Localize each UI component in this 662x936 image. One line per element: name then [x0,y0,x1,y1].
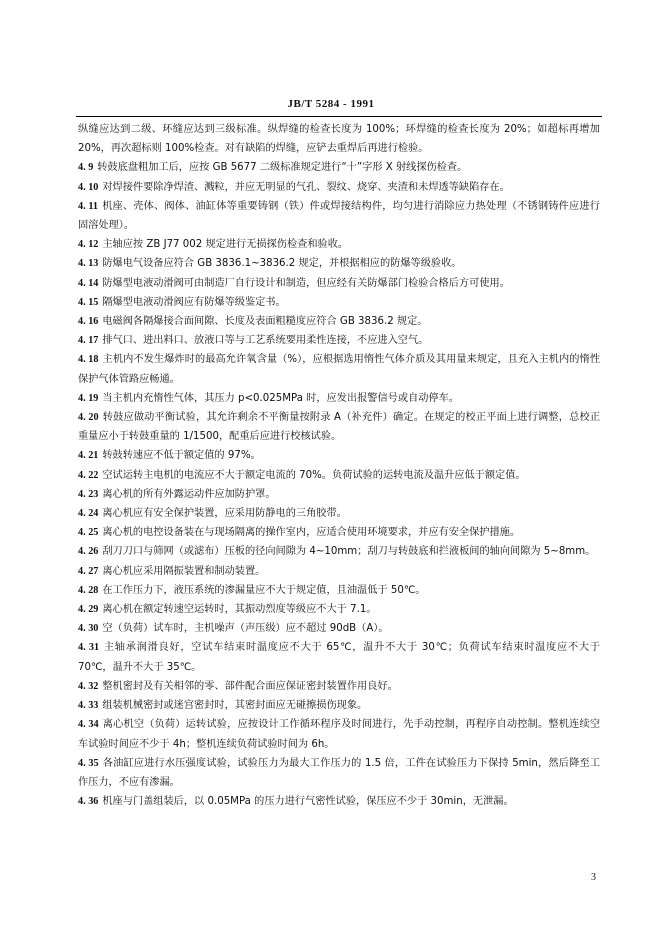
clause-number: 4. 23 [78,488,99,500]
paragraph-text: 机座、壳体、阀体、油缸体等重要铸钢（铁）件或焊接结构件，均匀进行消除应力热处理（不锈钢铸件应进行固溶处理）。 [78,200,600,232]
paragraph-text: 离心机的所有外露运动件应加防护罩。 [102,488,276,500]
paragraph [78,197,600,235]
paragraph [78,523,600,542]
paragraph-text: 电磁阀各隔爆接合面间隙、长度及表面粗糙度应符合 GB 3836.2 规定。 [102,316,428,328]
clause-number: 4. 9 [78,162,94,174]
paragraph-text: 防爆型电液动滑阀可由制造厂自行设计和制造，但应经有关防爆部门检验合格后方可使用。 [102,277,510,289]
paragraph-text: 各油缸应进行水压强度试验，试验压力为最大工作压力的 1.5 倍，工件在试验压力下保持 5min，然后降至工作压力，不应有渗漏。 [78,757,601,788]
paragraph [78,504,600,523]
clause-number: 4. 29 [78,604,99,616]
clause-number: 4. 20 [78,412,99,424]
paragraph [78,792,600,811]
paragraph-text: 防爆电气设备应符合 GB 3836.1~3836.2 规定，并根据相应的防爆等级验收。 [102,258,462,270]
clause-number: 4. 36 [78,796,99,808]
clause-number: 4. 21 [78,450,99,462]
paragraph-text: 在工作压力下，液压系统的渗漏量应不大于规定值，且油温低于 50℃。 [102,584,426,596]
clause-number: 4. 17 [78,335,99,347]
paragraph-text: 排气口、进出料口、放液口等与工艺系统要用柔性连接，不应进入空气。 [102,335,429,347]
clause-number: 4. 25 [78,527,99,539]
clause-number: 4. 28 [78,584,99,596]
paragraph-text: 离心机空（负荷）运转试验，应按设计工作循环程序及时间进行，先手动控制，再程序自动控制。整机连续空车试验时间应不少于 4h；整机连续负荷试验时间为 6h。 [78,719,601,750]
paragraph [78,581,600,600]
paragraph-text: 隔爆型电液动滑阀应有防爆等级鉴定书。 [102,296,286,308]
paragraph-text: 刮刀刀口与筛网（或滤布）压板的径向间隙为 4~10mm；刮刀与转鼓底和拦液板间的轴向间隙为 5~8mm。 [102,546,596,558]
paragraph [78,754,600,792]
paragraph [78,446,600,465]
paragraph [78,293,600,312]
paragraph-text: 离心机在额定转速空运转时，其振动烈度等级应不大于 7.1。 [102,604,377,616]
clause-number: 4. 15 [78,296,99,308]
paragraph [78,408,600,446]
clause-number: 4. 32 [78,680,99,692]
paragraph [78,696,600,715]
page-number: 3 [591,872,596,883]
clause-number: 4. 14 [78,277,99,289]
paragraph [78,638,600,676]
paragraph-text: 机座与门盖组装后，以 0.05MPa 的压力进行气密性试验，保压应不少于 30min，无泄漏。 [102,796,514,808]
clause-number: 4. 35 [78,757,99,769]
paragraph [78,619,600,638]
paragraph-text: 组装机械密封或迷宫密封时，其密封面应无碰擦损伤现象。 [102,700,368,712]
paragraph [78,235,600,254]
paragraph-text: 空试运转主电机的电流应不大于额定电流的 70%。负荷试验的运转电流及温升应低于额定值。 [102,469,526,481]
clause-number: 4. 24 [78,508,99,520]
paragraph [78,274,600,293]
paragraph [78,178,600,197]
clause-number: 4. 10 [78,181,99,193]
clause-number: 4. 12 [78,239,99,251]
paragraph-text: 主机内不发生爆炸时的最高允许氧含量（%），应根据选用惰性气体介质及其用量来规定，且充入主机内的惰性保护气体管路应畅通。 [78,354,601,385]
clause-number: 4. 27 [78,565,99,577]
paragraph [78,542,600,561]
clause-number: 4. 34 [78,719,99,731]
paragraph [78,562,600,581]
paragraph [78,600,600,619]
clause-number: 4. 22 [78,469,99,481]
standard-header: JB/T 5284 - 1991 [287,98,375,110]
paragraph [78,312,600,331]
clause-number: 4. 33 [78,700,99,712]
paragraph-text: 转鼓转速应不低于额定值的 97%。 [102,450,261,462]
paragraph [78,389,600,408]
paragraph [78,485,600,504]
paragraph [78,120,600,158]
paragraph-text: 转鼓应做动平衡试验，其允许剩余不平衡量按附录 A（补充件）确定。在规定的校正平面上进行调整，总校正重量应小于转鼓重量的 1/1500，配重后应进行校核试验。 [78,412,601,443]
clause-number: 4. 31 [78,642,100,654]
clause-number: 4. 26 [78,546,99,558]
document-body [78,120,600,811]
paragraph [78,158,600,177]
paragraph-text: 离心机应采用隔振装置和制动装置。 [102,565,266,577]
clause-number: 4. 16 [78,316,99,328]
paragraph-text: 空（负荷）试车时，主机噪声（声压级）应不超过 90dB（A）。 [102,623,389,635]
clause-number: 4. 19 [78,392,99,404]
paragraph [78,466,600,485]
paragraph [78,254,600,273]
clause-number: 4. 13 [78,258,99,270]
paragraph-text: 纵缝应达到二级、环缝应达到三级标准。纵焊缝的检查长度为 100%；环焊缝的检查长度为 20%；如超标再增加 20%，再次超标则 100%检查。对有缺陷的焊缝，应铲去重焊后再进行检验。 [78,124,600,155]
clause-number: 4. 18 [78,354,99,366]
paragraph-text: 对焊接件要除净焊渣、溅粒，并应无明显的气孔、裂纹、烧穿、夹渣和未焊透等缺陷存在。 [102,181,510,193]
paragraph-text: 当主机内充惰性气体，其压力 p<0.025MPa 时，应发出报警信号或自动停车。 [102,392,459,404]
paragraph [78,350,600,388]
paragraph-text: 主轴应按 ZB J77 002 规定进行无损探伤检查和验收。 [102,239,349,251]
paragraph-text: 转鼓底盘粗加工后，应按 GB 5677 二级标准规定进行“十”字形 X 射线探伤检查。 [97,162,468,174]
paragraph [78,677,600,696]
paragraph-text: 离心机的电控设备装在与现场隔离的操作室内，应适合使用环境要求，并应有安全保护措施。 [102,527,521,539]
clause-number: 4. 11 [78,200,98,212]
paragraph [78,715,600,753]
paragraph-text: 整机密封及有关相邻的零、部件配合面应保证密封装置作用良好。 [102,680,398,692]
paragraph-text: 离心机应有安全保护装置，应采用防静电的三角胶带。 [102,508,347,520]
paragraph [78,331,600,350]
paragraph-text: 主轴承润滑良好，空试车结束时温度应不大于 65℃，温升不大于 30℃；负荷试车结束时温度应不大于 70℃，温升不大于 35℃。 [78,642,601,673]
header-rule [76,116,602,117]
clause-number: 4. 30 [78,623,99,635]
